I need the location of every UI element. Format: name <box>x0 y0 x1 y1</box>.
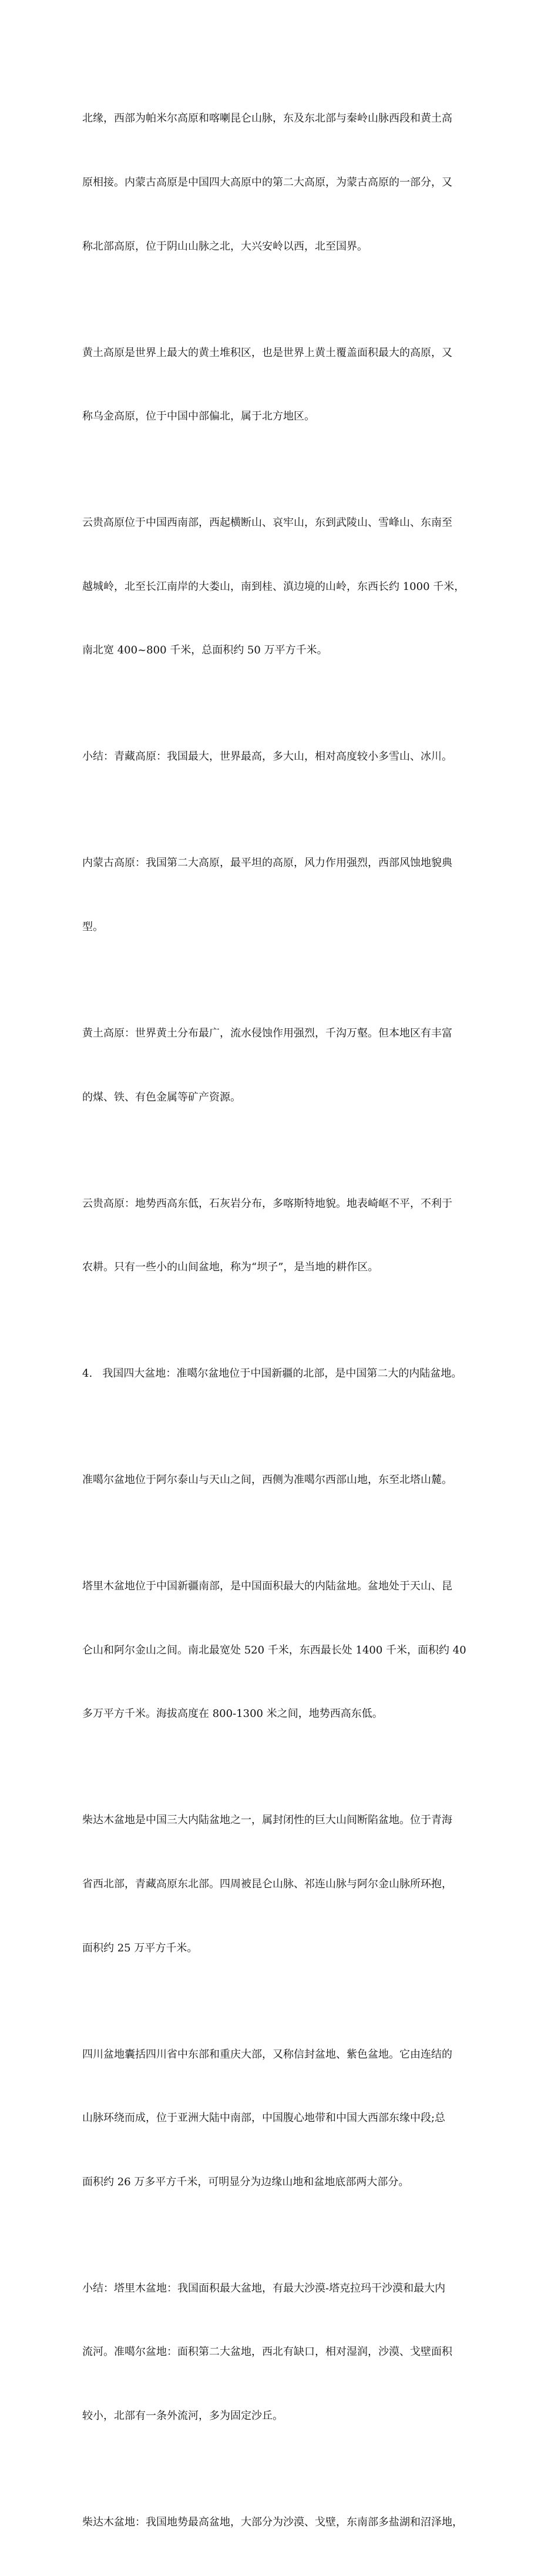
text-line: 准噶尔盆地位于阿尔泰山与天山之间，西侧为准噶尔西部山地，东至北塔山麓。 <box>82 1474 452 1487</box>
paragraph-junggar-basin <box>82 1427 482 1534</box>
text-line: 面积约 25 万平方千米。 <box>82 1941 198 1954</box>
paragraph-summary-qingzang <box>82 704 482 810</box>
text-line: 省西北部，青藏高原东北部。四周被昆仑山脉、祁连山脉与阿尔金山脉所环抱， <box>82 1877 452 1890</box>
text-line: 云贵高原位于中国西南部，西起横断山、哀牢山，东到武陵山、雪峰山、东南至 <box>82 516 452 529</box>
text-line: 流河。准噶尔盆地：面积第二大盆地，西北有缺口，相对湿润，沙漠、戈壁面积 <box>82 2346 452 2359</box>
text-line: 面积约 26 万多平方千米，可明显分为边缘山地和盆地底部两大部分。 <box>82 2175 409 2188</box>
text-line: 南北宽 400~800 千米，总面积约 50 万平方千米。 <box>82 644 328 657</box>
text-line: 仑山和阿尔金山之间。南北最宽处 520 千米，东西最长处 1400 千米，面积约 40 <box>82 1643 466 1656</box>
text-line: 农耕。只有一些小的山间盆地，称为“坝子”，是当地的耕作区。 <box>82 1261 379 1274</box>
paragraph-loess-plateau <box>82 300 482 470</box>
text-line: 云贵高原：地势西高东低，石灰岩分布，多喀斯特地貌。地表崎岖不平，不利于 <box>82 1197 452 1210</box>
document-body <box>82 66 482 2576</box>
paragraph-qaidam-basin <box>82 1767 482 2001</box>
text-line: 较小，北部有一条外流河，多为固定沙丘。 <box>82 2409 283 2422</box>
text-line: 四川盆地囊括四川省中东部和重庆大部，又称信封盆地、紫色盆地。它由连结的 <box>82 2048 452 2061</box>
paragraph-tarim-basin <box>82 1534 482 1767</box>
text-line: 的煤、铁、有色金属等矿产资源。 <box>82 1091 241 1103</box>
text-line: 柴达木盆地是中国三大内陆盆地之一，属封闭性的巨大山间断陷盆地。位于青海 <box>82 1814 452 1827</box>
text-line: 称乌金高原，位于中国中部偏北，属于北方地区。 <box>82 410 315 423</box>
text-line: 内蒙古高原：我国第二大高原，最平坦的高原，风力作用强烈，西部风蚀地貌典 <box>82 857 452 870</box>
text-line: 称北部高原，位于阴山山脉之北，大兴安岭以西，北至国界。 <box>82 240 368 253</box>
paragraph-yungui-plateau <box>82 470 482 704</box>
paragraph-summary-neimenggu <box>82 810 482 981</box>
paragraph-sichuan-basin <box>82 2001 482 2235</box>
text-line: 型。 <box>82 920 103 933</box>
paragraph-summary-basins <box>82 2235 482 2469</box>
text-line: 北缘，西部为帕米尔高原和喀喇昆仑山脉，东及东北部与秦岭山脉西段和黄土高 <box>82 112 452 125</box>
text-line: 黄土高原是世界上最大的黄土堆积区，也是世界上黄土覆盖面积最大的高原，又 <box>82 346 452 359</box>
text-line: 4. 我国四大盆地：准噶尔盆地位于中国新疆的北部，是中国第二大的内陆盆地。 <box>82 1367 462 1380</box>
text-line: 小结：塔里木盆地：我国面积最大盆地，有最大沙漠-塔克拉玛干沙漠和最大内 <box>82 2282 446 2295</box>
paragraph-summary-loess <box>82 981 482 1151</box>
text-line: 塔里木盆地位于中国新疆南部，是中国面积最大的内陆盆地。盆地处于天山、昆 <box>82 1580 452 1593</box>
text-line: 黄土高原：世界黄土分布最广，流水侵蚀作用强烈，千沟万壑。但本地区有丰富 <box>82 1027 452 1039</box>
paragraph-basins-heading <box>82 1321 482 1427</box>
paragraph-summary-qaidam <box>82 2470 482 2576</box>
paragraph-summary-yungui <box>82 1151 482 1321</box>
text-line: 柴达木盆地：我国地势最高盆地，大部分为沙漠、戈壁，东南部多盐湖和沼泽地， <box>82 2515 463 2528</box>
text-line: 多万平方千米。海拔高度在 800-1300 米之间，地势西高东低。 <box>82 1708 383 1720</box>
text-line: 小结：青藏高原：我国最大，世界最高，多大山，相对高度较小多雪山、冰川。 <box>82 750 452 763</box>
paragraph-plateau-intro <box>82 66 482 300</box>
text-line: 原相接。内蒙古高原是中国四大高原中的第二大高原，为蒙古高原的一部分，又 <box>82 176 452 189</box>
text-line: 山脉环绕而成，位于亚洲大陆中南部，中国腹心地带和中国大西部东缘中段;总 <box>82 2112 446 2125</box>
text-line: 越城岭，北至长江南岸的大娄山，南到桂、滇边境的山岭，东西长约 1000 千米， <box>82 580 465 593</box>
